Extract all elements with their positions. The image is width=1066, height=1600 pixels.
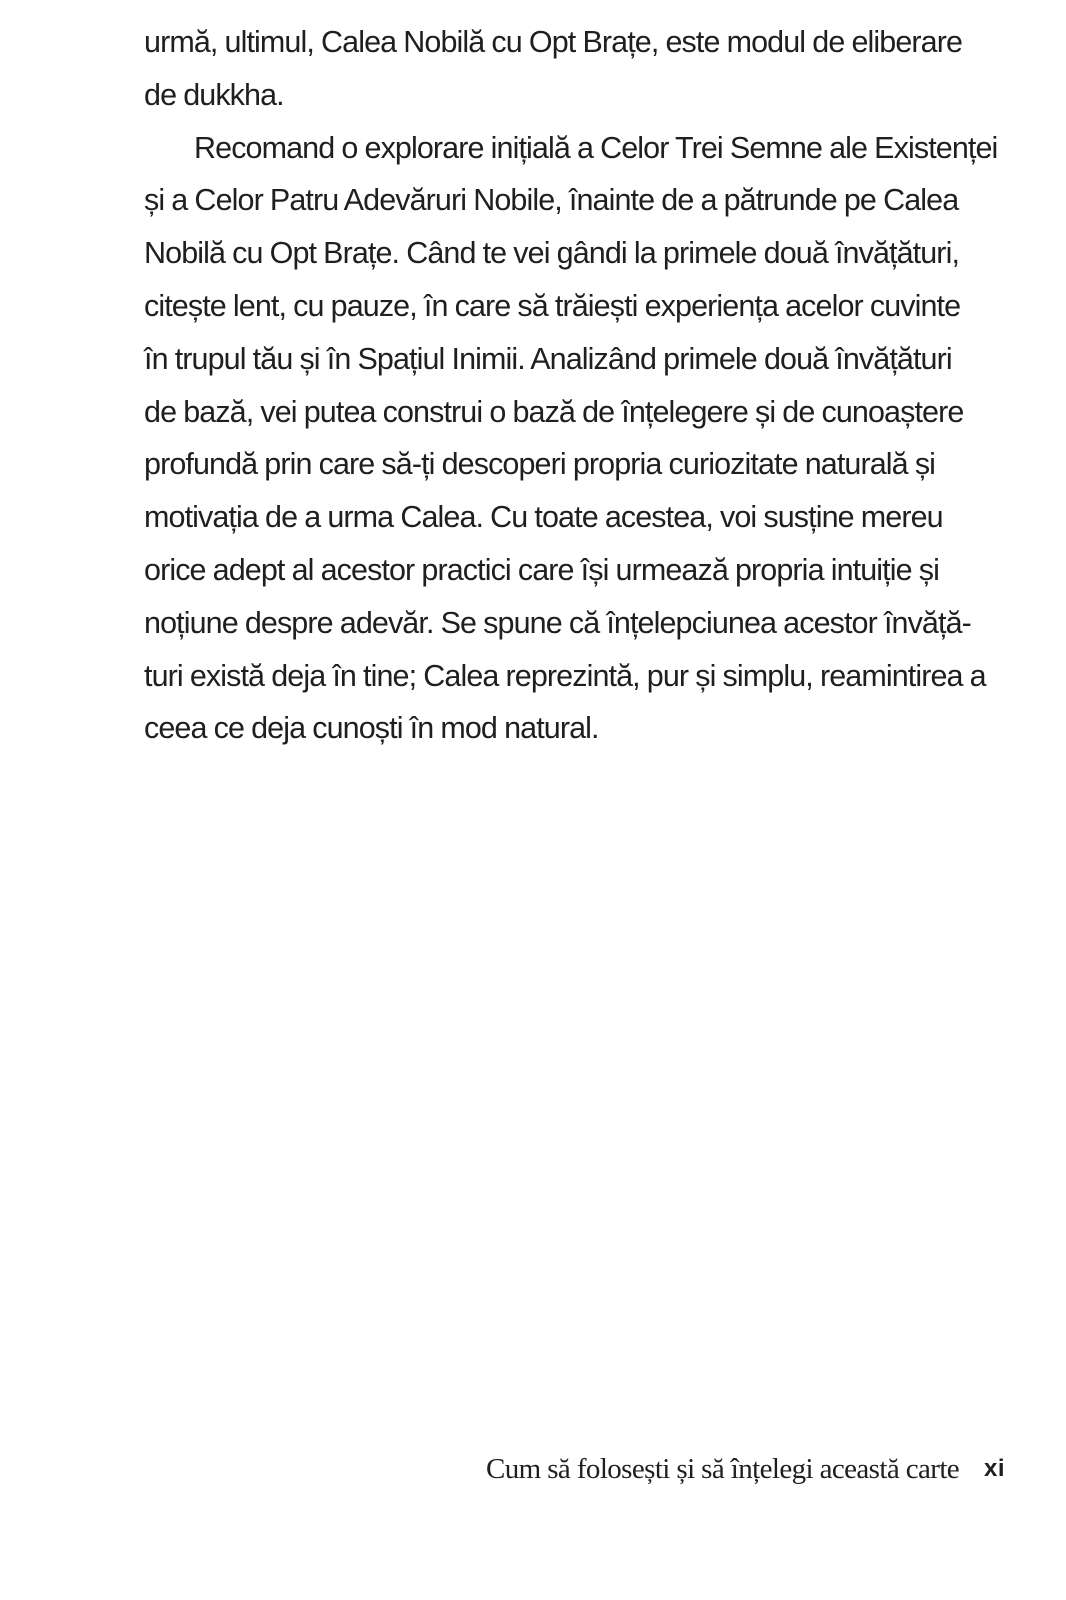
- text-line: motivația de a urma Calea. Cu toate acestea, voi susține mereu: [144, 500, 943, 535]
- text-line: ceea ce deja cunoști în mod natural.: [144, 711, 599, 746]
- running-title: Cum să folosești și să înțelegi această carte: [486, 1453, 960, 1485]
- text-line: și a Celor Patru Adevăruri Nobile, înainte de a pătrunde pe Calea: [144, 183, 959, 218]
- text-line: de dukkha.: [144, 77, 284, 112]
- text-line: profundă prin care să-ți descoperi propria curiozitate naturală și: [144, 447, 936, 482]
- paragraph-first-line: Recomand o explorare inițială a Celor Trei Semne ale Existenței: [194, 130, 998, 165]
- text-line: în trupul tău și în Spațiul Inimii. Analizând primele două învățături: [144, 341, 952, 376]
- text-line: noțiune despre adevăr. Se spune că înțelepciunea acestor învăță-: [144, 605, 971, 640]
- text-line: citește lent, cu pauze, în care să trăiești experiența acelor cuvinte: [144, 288, 961, 323]
- text-line: Nobilă cu Opt Brațe. Când te vei gândi la primele două învățături,: [144, 236, 960, 271]
- text-line: orice adept al acestor practici care își urmează propria intuiție și: [144, 552, 939, 587]
- body-text: [144, 16, 1014, 755]
- page-number: xi: [984, 1455, 1006, 1482]
- text-line: turi există deja în tine; Calea reprezintă, pur și simplu, reamintirea a: [144, 658, 986, 693]
- text-line: urmă, ultimul, Calea Nobilă cu Opt Brațe, este modul de eliberare: [144, 25, 963, 59]
- text-line: de bază, vei putea construi o bază de înțelegere și de cunoaștere: [144, 394, 964, 429]
